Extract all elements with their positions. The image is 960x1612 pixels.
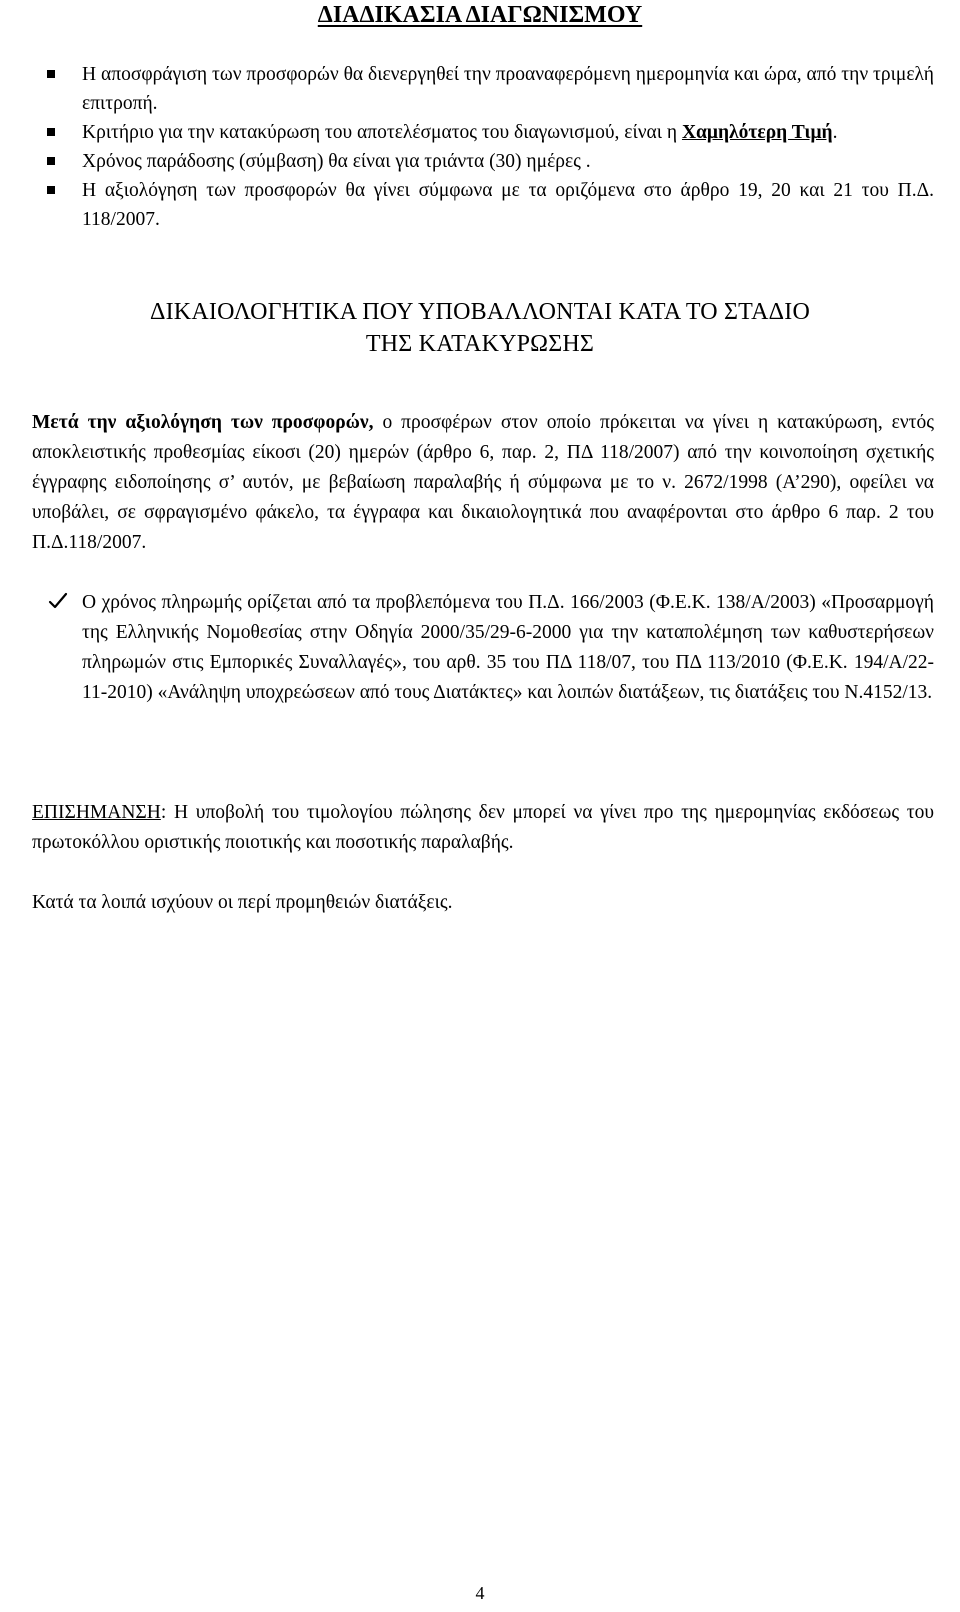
notice-text: : Η υποβολή του τιμολογίου πώλησης δεν μπορεί να γίνει προ της ημερομηνίας εκδόσεως του πρωτοκόλλου οριστικής ποιοτικής και ποσοτικής παραλαβής. — [32, 802, 934, 853]
paragraph-body: ο προσφέρων στον οποίο πρόκειται να γίνει η κατακύρωση, εντός αποκλειστικής προθεσμίας είκοσι (20) ημερών (άρθρο 6, παρ. 2, ΠΔ 118/2007) από την κοινοποίηση σχετικής έγγραφης ειδοποίησης σ’ αυτόν, με βεβαίωση παραλαβής ή σύμφωνα με το ν. 2672/1998 (Α’290), οφείλει να υποβάλει, σε σφραγισμένο φάκελο, τα έγγραφα και δικαιολογητικά που αναφέρονται στο άρθρο 6 παρ. 2 του Π.Δ.118/2007. — [32, 412, 934, 553]
bullet-item — [0, 147, 960, 176]
paragraph-lead: Μετά την αξιολόγηση των προσφορών, — [32, 412, 374, 433]
bullet-emphasis: Χαμηλότερη Τιμή — [681, 122, 833, 143]
notice-paragraph — [32, 798, 934, 858]
square-bullet-icon — [47, 157, 55, 165]
check-list-item — [82, 588, 934, 708]
bullet-text: Χρόνος παράδοσης (σύμβαση) θα είναι για τριάντα (30) ημέρες . — [82, 151, 591, 172]
check-item-text: Ο χρόνος πληρωμής ορίζεται από τα προβλεπόμενα του Π.Δ. 166/2003 (Φ.Ε.Κ. 138/Α/2003) «Προσαρμογή της Ελληνικής Νομοθεσίας στην Οδηγία 2000/35/29-6-2000 για την καταπολέμηση των καθυστερήσεων πληρωμών στις Εμπορικές Συναλλαγές», του αρθ. 35 του ΠΔ 118/07, του ΠΔ 113/2010 (Φ.Ε.Κ. 194/Α/22-11-2010) «Ανάληψη υποχρεώσεων από τους Διατάκτες» και λοιπών διατάξεων, τις διατάξεις του Ν.4152/13. — [82, 592, 934, 703]
bullet-text: Κριτήριο για την κατακύρωση του αποτελέσματος του διαγωνισμού, είναι η — [82, 122, 682, 143]
bullet-text: Η αποσφράγιση των προσφορών θα διενεργηθεί την προαναφερόμενη ημερομηνία και ώρα, από την τριμελή επιτροπή. — [82, 64, 934, 114]
square-bullet-icon — [47, 70, 55, 78]
checkmark-icon — [48, 591, 68, 611]
bullet-item — [0, 176, 960, 234]
closing-paragraph: Κατά τα λοιπά ισχύουν οι περί προμηθειών διατάξεις. — [32, 892, 453, 913]
bullet-item — [0, 118, 960, 147]
notice-label: ΕΠΙΣΗΜΑΝΣΗ — [32, 802, 161, 823]
page-heading: ΔΙΑΔΙΚΑΣΙΑ ΔΙΑΓΩΝΙΣΜΟΥ — [317, 2, 643, 28]
bullet-text-end: . — [832, 122, 838, 143]
bullet-item — [0, 60, 960, 118]
section-title-line-2: ΤΗΣ ΚΑΤΑΚΥΡΩΣΗΣ — [365, 331, 595, 357]
square-bullet-icon — [47, 128, 55, 136]
main-paragraph — [32, 408, 934, 558]
section-title-line-1: ΔΙΚΑΙΟΛΟΓΗΤΙΚΑ ΠΟΥ ΥΠΟΒΑΛΛΟΝΤΑΙ ΚΑΤΑ ΤΟ ΣΤΑΔΙΟ — [149, 299, 810, 325]
square-bullet-icon — [47, 186, 55, 194]
bullet-text: Η αξιολόγηση των προσφορών θα γίνει σύμφωνα με τα οριζόμενα στο άρθρο 19, 20 και 21 του Π.Δ. 118/2007. — [82, 180, 934, 230]
section-title — [0, 296, 960, 360]
page-number: 4 — [475, 1583, 485, 1603]
procedure-bullet-list — [0, 60, 960, 234]
